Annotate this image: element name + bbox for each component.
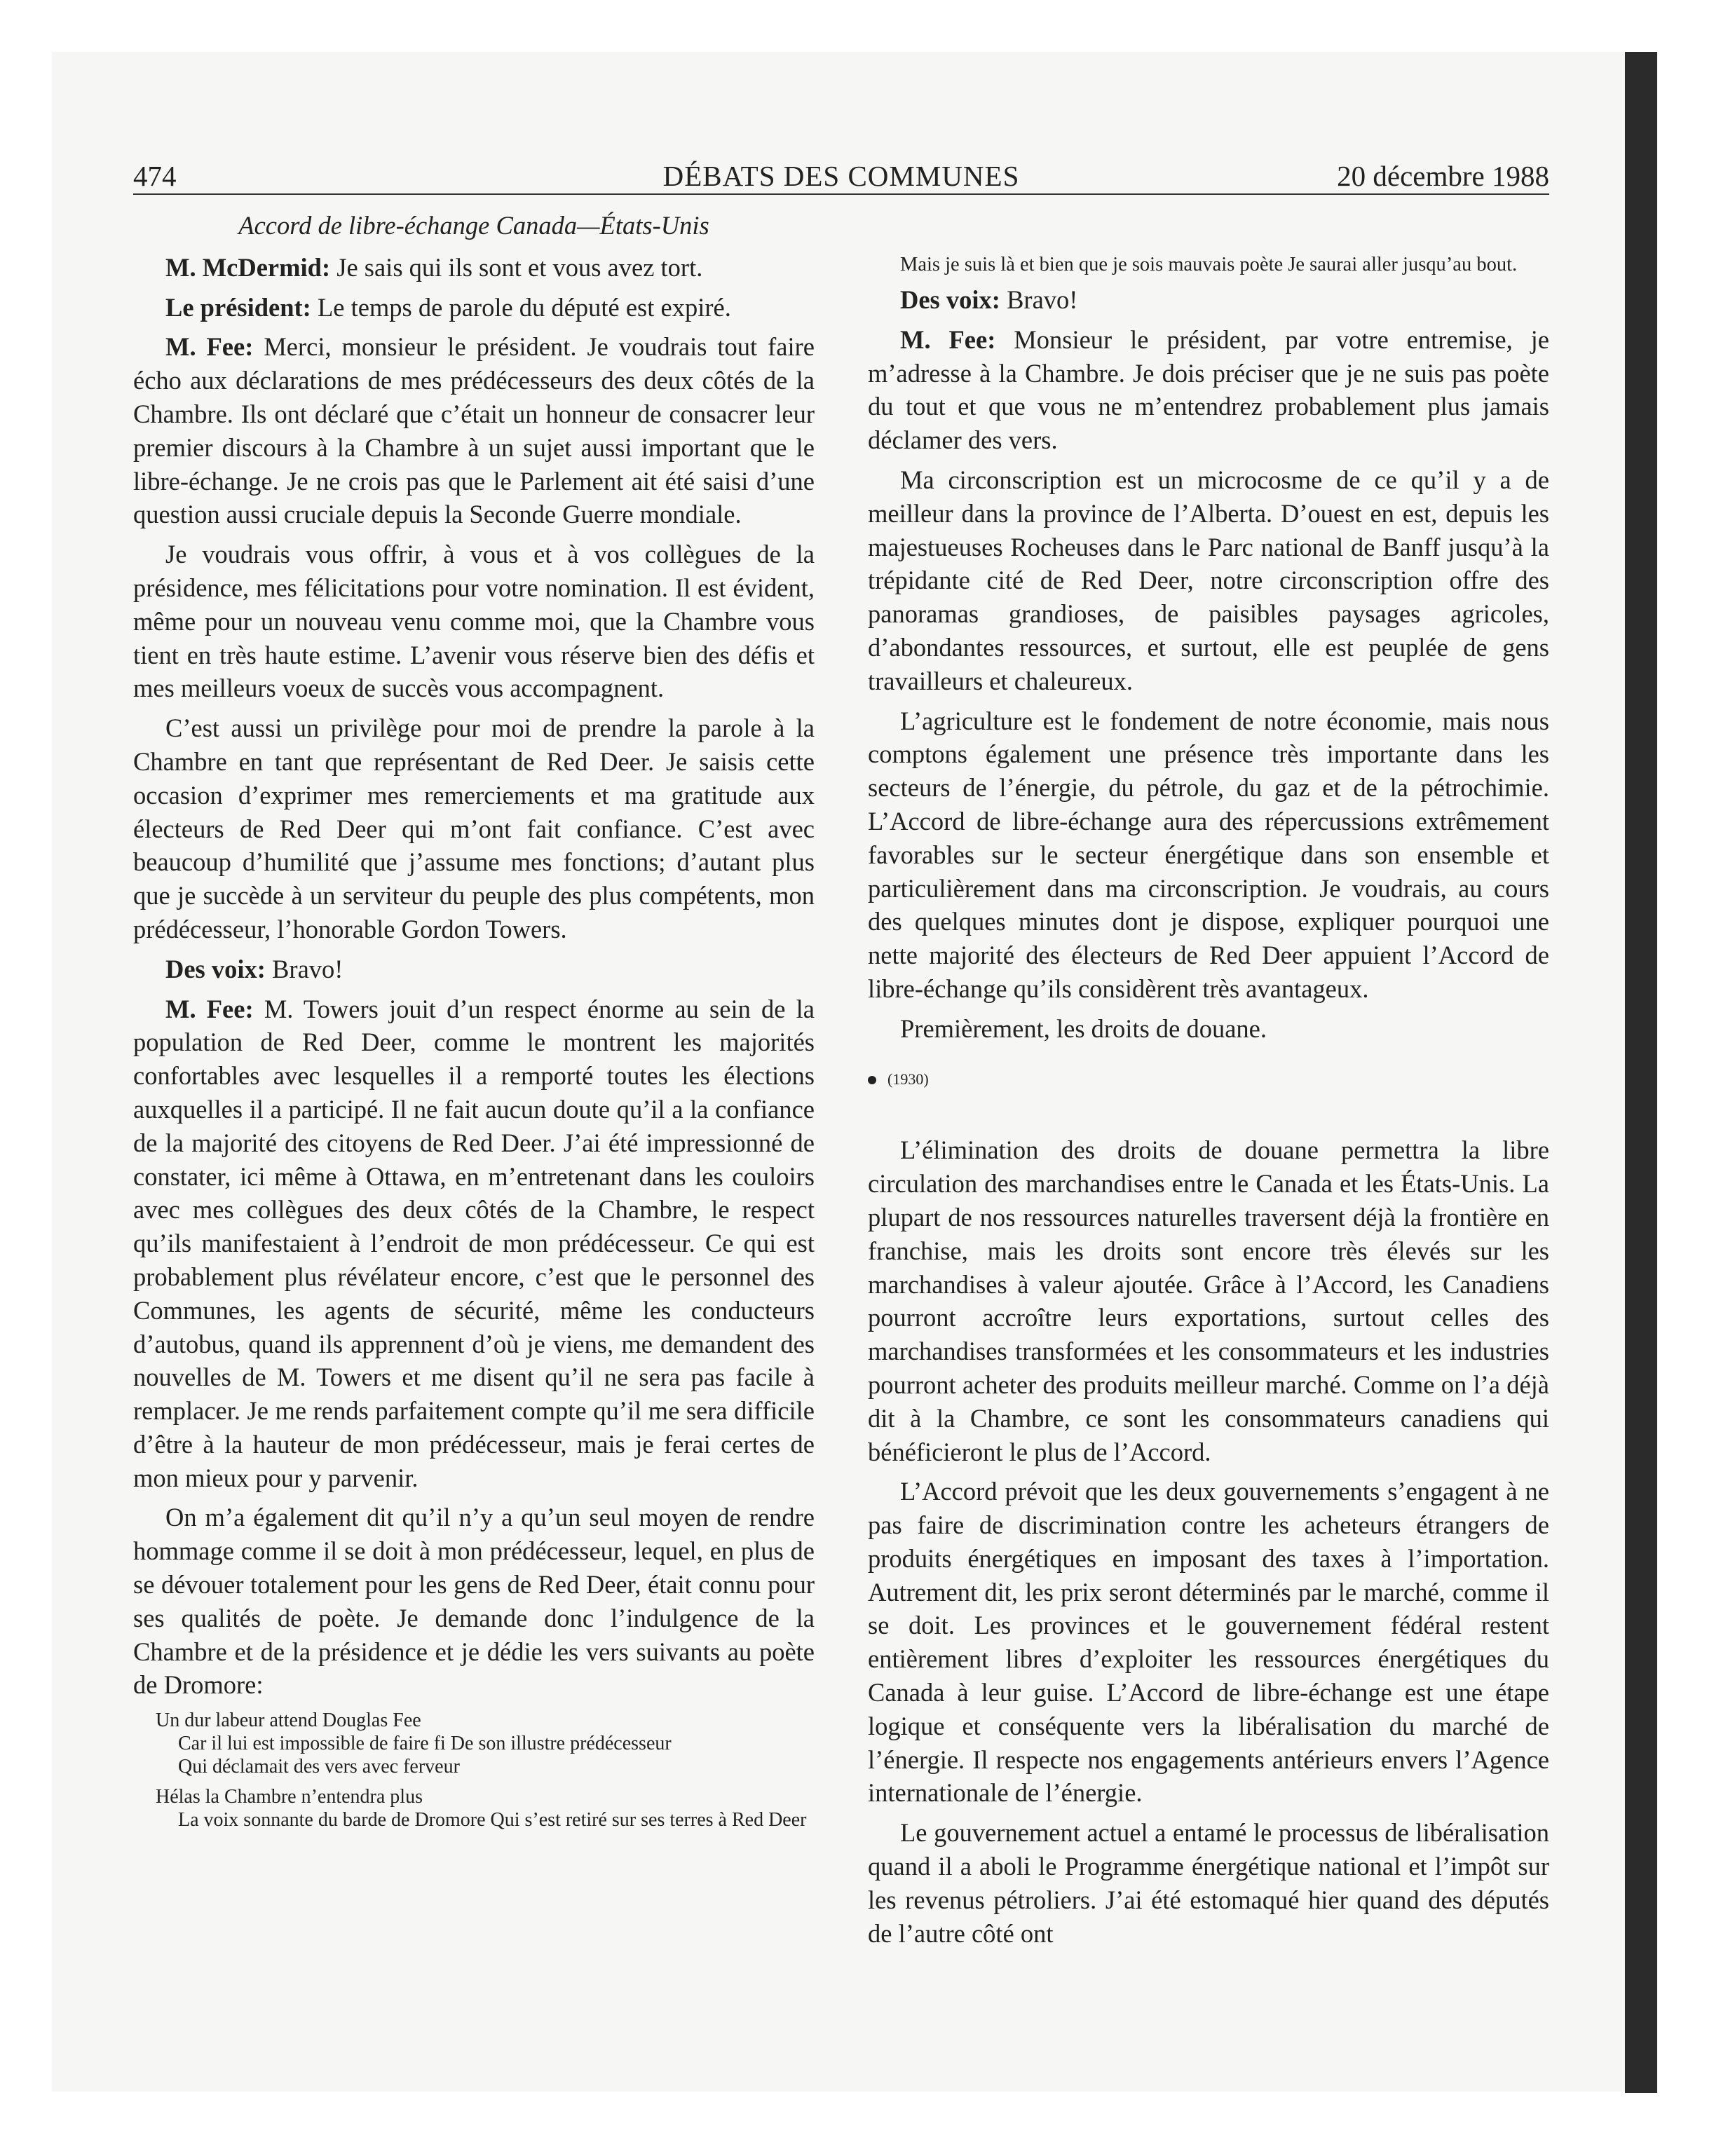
left-column [133,209,815,1831]
paragraph [133,953,815,986]
speaker-name: M. McDermid: [165,252,331,282]
poem-line: Car il lui est impossible de faire fi De son illustre prédécesseur [178,1733,672,1755]
paragraph: Premièrement, les droits de douane. [900,1014,1267,1043]
speaker-name: Des voix: [900,285,1000,314]
paragraph [133,330,815,531]
scan-edge-shadow [1625,52,1657,2093]
time-marker [868,1063,1549,1096]
paragraph [133,251,815,285]
paragraph-text: M. Towers jouit d’un respect énorme au sein de la population de Red Deer, comme le montrent les majorités confortables avec lesquelles il a remporté toutes les élections auxquelles il a participé. Il ne fait aucun doute qu’il a la confiance de la majorité des citoyens de Red Deer. J’ai été impressionné de constater, ici même à Ottawa, en m’entretenant dans les couloirs avec mes collègues des deux côtés de la Chambre, le respect qu’ils manifestaient à l’endroit de mon prédécesseur. Ce qui est probablement plus révélateur encore, c’est que le personnel des Communes, les agents de sécurité, même les conducteurs d’autobus, quand ils apprennent d’où je viens, me demandent des nouvelles de M. Towers et me disent qu’il ne sera pas facile à remplacer. Je me rends parfaitement compte qu’il me sera difficile d’être à la hauteur de mon prédécesseur, mais je ferai certes de mon mieux pour y parvenir. [133,994,815,1492]
poem-line: Qui déclamait des vers avec ferveur [178,1756,460,1778]
paragraph-text: Bravo! [265,954,343,983]
speaker-name: Des voix: [165,954,266,983]
page-number: 474 [133,160,177,192]
paragraph: Ma circonscription est un microcosme de ce qu’il y a de meilleur dans la province de l’Alberta. D’ouest en est, depuis les majestueuses Rocheuses dans le Parc national de Banff jusqu’à la trépidante cité de Red Deer, notre circonscription offre des panoramas grandioses, de paisibles paysages agricoles, d’abondantes ressources, et surtout, elle est peuplée de gens travailleurs et chaleureux. [868,465,1549,695]
right-column [868,252,1549,1956]
poem [133,1709,815,1831]
poem-line: La voix sonnante du barde de Dromore Qui s’est retiré sur ses terres à Red Deer [178,1809,807,1831]
paragraph-text: Merci, monsieur le président. Je voudrais tout faire écho aux déclarations de mes prédécesseurs des deux côtés de la Chambre. Ils ont déclaré que c’était un honneur de consacrer leur premier discours à la Chambre à un sujet aussi important que le libre-échange. Je ne crois pas que le Parlement ait été saisi d’une question aussi cruciale depuis la Seconde Guerre mondiale. [133,332,815,529]
paragraph: Je voudrais vous offrir, à vous et à vos collègues de la présidence, mes félicitations pour votre nomination. Il est évident, même pour un nouveau venu comme moi, que la Chambre vous tient en très haute estime. L’avenir vous réserve bien des défis et mes meilleurs voeux de succès vous accompagnent. [133,540,815,703]
poem-line: Hélas la Chambre n’entendra plus [156,1786,423,1808]
header-rule [133,193,1549,195]
poem-closing-quote: Mais je suis là et bien que je sois mauvais poète Je saurai aller jusqu’au bout. [900,254,1518,275]
paragraph: L’agriculture est le fondement de notre économie, mais nous comptons également une présence très importante dans les secteurs de l’énergie, du pétrole, du gaz et de la pétrochimie. L’Accord de libre-échange aura des répercussions extrêmement favorables sur le secteur énergétique dans son ensemble et particulièrement dans ma circonscription. Je voudrais, au cours des quelques minutes dont je dispose, expliquer pourquoi une nette majorité des électeurs de Red Deer appuient l’Accord de libre-échange qu’ils considèrent très avantageux. [868,706,1549,1003]
paragraph: Le gouvernement actuel a entamé le processus de libéralisation quand il a aboli le Programme énergétique national et l’impôt sur les revenus pétroliers. J’ai été estomaqué hier quand des députés de l’autre côté ont [868,1818,1549,1948]
paragraph-text: Je sais qui ils sont et vous avez tort. [330,252,703,282]
section-subheading: Accord de libre-échange Canada—États-Unis [238,211,709,240]
paragraph-text: Monsieur le président, par votre entremise, je m’adresse à la Chambre. Je dois préciser que je ne suis pas poète du tout et que vous ne m’entendrez probablement plus jamais déclamer des vers. [868,325,1549,455]
speaker-name: M. Fee: [900,325,996,354]
speaker-name: M. Fee: [165,332,254,362]
paragraph [868,323,1549,457]
speaker-name: M. Fee: [165,994,254,1023]
paragraph: On m’a également dit qu’il n’y a qu’un seul moyen de rendre hommage comme il se doit à mon prédécesseur, lequel, en plus de se dévouer totalement pour les gens de Red Deer, était connu pour ses qualités de poète. Je demande donc l’indulgence de la Chambre et de la présidence et je dédie les vers suivants au poète de Dromore: [133,1503,815,1700]
paragraph: L’Accord prévoit que les deux gouvernements s’engagent à ne pas faire de discrimination contre les acheteurs étrangers de produits énergétiques en imposant des taxes à l’importation. Autrement dit, les prix seront déterminés par le marché, comme il se doit. Les provinces et le gouvernement fédéral restent entièrement libres d’exploiter les ressources énergétiques du Canada à leur guise. L’Accord de libre-échange est une étape logique et conséquente vers la libéralisation du marché de l’énergie. Il respecte nos engagements antérieurs envers l’Agence internationale de l’énergie. [868,1477,1549,1808]
paragraph [868,283,1549,317]
bullet-icon [868,1076,876,1084]
time-stamp: (1930) [887,1070,929,1088]
paragraph: L’élimination des droits de douane permettra la libre circulation des marchandises entre le Canada et les États-Unis. La plupart de nos ressources naturelles traversent déjà la frontière en franchise, mais les droits sont encore très élevés sur les marchandises à valeur ajoutée. Grâce à l’Accord, les Canadiens pourront accroître leurs exportations, surtout celles des marchandises transformées et les consommateurs et les industries pourront acheter des produits meilleur marché. Comme on l’a déjà dit à la Chambre, ce sont les consommateurs canadiens qui bénéficieront le plus de l’Accord. [868,1135,1549,1466]
paragraph-text: Bravo! [1000,285,1078,314]
publication-title: DÉBATS DES COMMUNES [662,160,1020,192]
paragraph: C’est aussi un privilège pour moi de prendre la parole à la Chambre en tant que représentant de Red Deer. Je saisis cette occasion d’exprimer mes remerciements et ma gratitude aux électeurs de Red Deer qui m’ont fait confiance. C’est avec beaucoup d’humilité que j’assume mes fonctions; d’autant plus que je succède à un serviteur du peuple des plus compétents, mon prédécesseur, l’honorable Gordon Towers. [133,714,815,943]
poem-line: Un dur labeur attend Douglas Fee [156,1710,421,1732]
publication-date: 20 décembre 1988 [1337,160,1549,192]
paragraph [133,992,815,1495]
paragraph [133,291,815,325]
paragraph-text: Le temps de parole du député est expiré. [311,292,731,322]
speaker-name: Le président: [165,292,311,322]
poem-stanza-gap [133,1778,815,1785]
